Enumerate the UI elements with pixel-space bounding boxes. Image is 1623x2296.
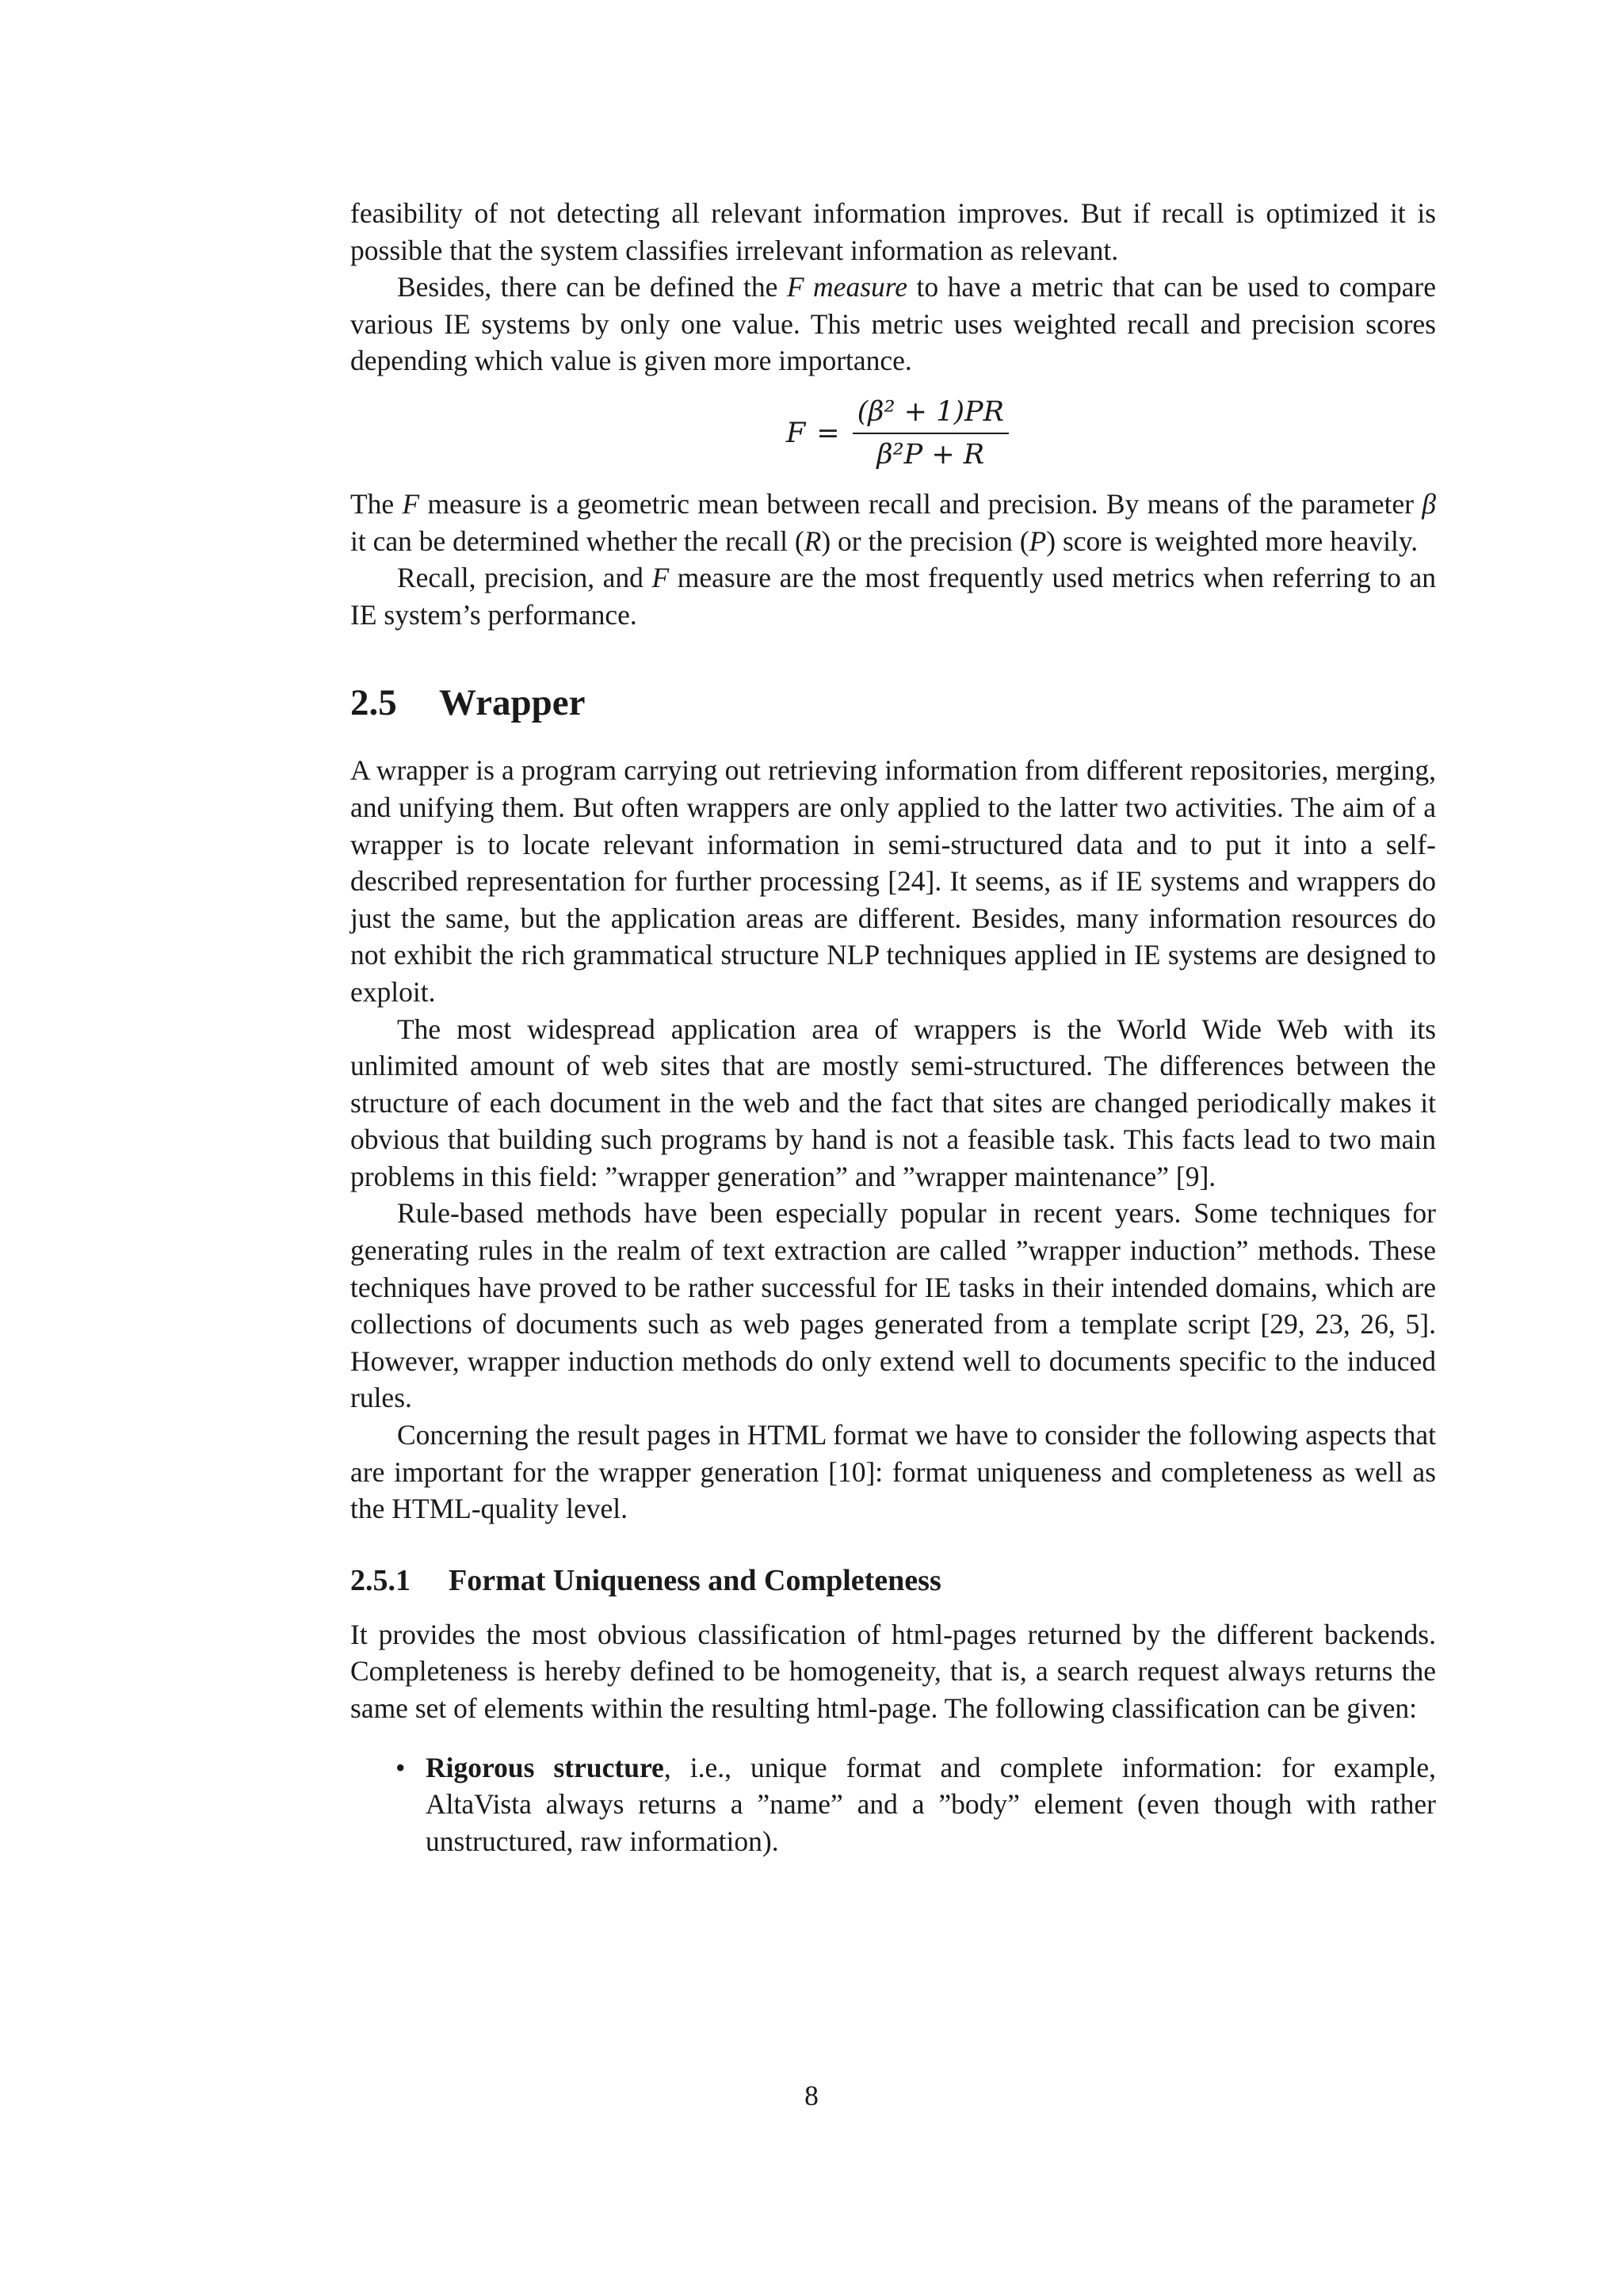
f-measure-equation xyxy=(350,391,1436,476)
page-number: 8 xyxy=(804,2080,819,2111)
bullet-icon: • xyxy=(395,1751,406,1783)
classification-list xyxy=(350,1749,1436,1860)
paragraph-metrics-summary: Recall, precision, and F measure are the most frequently used metrics when referring to an IE system’s performance. xyxy=(350,562,1436,631)
paragraph-feasibility: feasibility of not detecting all relevant information improves. But if recall is optimized it is possible that the system classifies irrelevant information as relevant. xyxy=(350,197,1436,266)
paragraph-wrapper-web: The most widespread application area of wrappers is the World Wide Web with its unlimited amount of web sites that are mostly semi-structured. The differences between the structure of each document in the web and the fact that sites are changed periodically makes it obvious that building such programs by hand is not a feasible task. This facts lead to two main problems in this field: ”wrapper generation” and ”wrapper maintenance” [9]. xyxy=(350,1013,1436,1192)
subsection-heading-format: 2.5.1 Format Uniqueness and Completeness xyxy=(350,1563,941,1597)
list-item: • Rigorous structure, i.e., unique format and complete information: for example, AltaVista always returns a ”name” and a ”body” element (even though with rather unstructured, raw information). xyxy=(426,1749,1436,1860)
paragraph-classification: It provides the most obvious classification of html-pages returned by the different backends. Completeness is hereby defined to be homogeneity, that is, a search request always returns the same set of elements within the resulting html-page. The following classification can be given: xyxy=(350,1618,1436,1724)
paragraph-rule-based: Rule-based methods have been especially popular in recent years. Some techniques for generating rules in the realm of text extraction are called ”wrapper induction” methods. These techniques have proved to be rather successful for IE tasks in their intended domains, which are collections of documents such as web pages generated from a template script [29, 23, 26, 5]. However, wrapper induction methods do only extend well to documents specific to the induced rules. xyxy=(350,1197,1436,1414)
equation-fraction xyxy=(853,396,1009,471)
section-heading-wrapper: 2.5 Wrapper xyxy=(350,682,586,724)
equation-lhs: F xyxy=(786,417,806,449)
equation-equals: = xyxy=(816,417,840,449)
paragraph-wrapper-definition: A wrapper is a program carrying out retrieving information from different repositories, merging, and unifying them. But often wrappers are only applied to the latter two activities. The aim of a wrapper is to locate relevant information in semi-structured data and to put it into a self-described representation for further processing [24]. It seems, as if IE systems and wrappers do just the same, but the application areas are different. Besides, many information resources do not exhibit the rich grammatical structure NLP techniques applied in IE systems are designed to exploit. xyxy=(350,754,1436,1008)
equation-denominator: β²P + R xyxy=(876,438,985,471)
paragraph-f-measure-intro: Besides, there can be defined the F measure to have a metric that can be used to compare various IE systems by only one value. This metric uses weighted recall and precision scores depending which value is given more importance. xyxy=(350,271,1436,377)
equation-numerator: (β² + 1)PR xyxy=(857,395,1004,428)
f-measure-term: F measure xyxy=(786,271,908,303)
paragraph-html-aspects: Concerning the result pages in HTML format we have to consider the following aspects that are important for the wrapper generation [10]: format uniqueness and completeness as well as the HTML-quality level. xyxy=(350,1419,1436,1525)
paragraph-geometric-mean: The F measure is a geometric mean between recall and precision. By means of the parameter β it can be determined whether the recall (R) or the precision (P) score is weighted more heavily. xyxy=(350,487,1436,557)
page-body xyxy=(350,195,1436,1859)
